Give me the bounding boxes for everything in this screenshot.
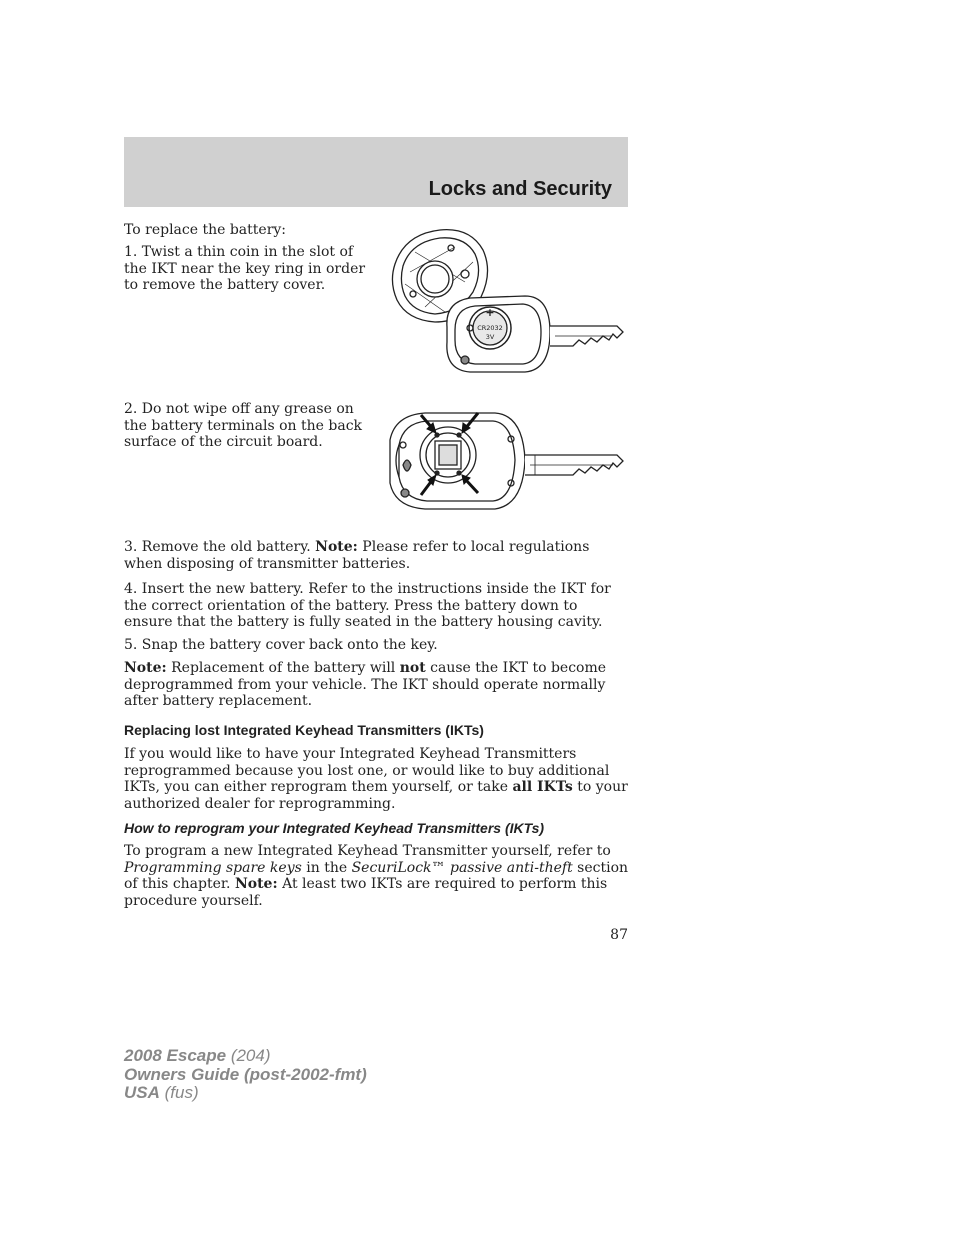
- section-2-text-4: At least two IKTs are required to perform this procedure yourself.: [124, 876, 608, 909]
- battery-model-label: CR2032: [477, 324, 503, 332]
- section-2-text-2: in the: [301, 859, 352, 876]
- footer-line-2: Owners Guide (post-2002-fmt): [124, 1064, 367, 1084]
- step-1-text: 1. Twist a thin coin in the slot of the IKT near the key ring in order to remove the battery cover.: [124, 244, 366, 293]
- circuit-board-terminals-illustration: [385, 405, 630, 517]
- section-1-text-1: If you would like to have your Integrated Keyhead Transmitters reprogrammed because you lost one, or would like to buy additional IKTs, you can either reprogram them yourself, or take: [124, 746, 610, 795]
- battery-voltage-label: 3V: [485, 333, 495, 341]
- step-4-text: 4. Insert the new battery. Refer to the instructions inside the IKT for the correct orientation of the battery. Press the battery down to ensure that the battery is fully seated in the battery housing cavity.: [124, 581, 611, 630]
- note-paragraph: [124, 660, 630, 710]
- step-2-text: 2. Do not wipe off any grease on the battery terminals on the back surface of the circuit board.: [124, 401, 363, 450]
- section-2-paragraph: [124, 843, 630, 909]
- footer-block: [124, 1047, 367, 1103]
- footer-market: USA: [124, 1083, 160, 1102]
- footer-line-3: [124, 1084, 367, 1103]
- section-2-note-label: Note:: [234, 876, 278, 892]
- step-3-body: 3. Remove the old battery.: [124, 539, 316, 555]
- section-1-paragraph: [124, 746, 630, 812]
- intro-text: To replace the battery:: [124, 222, 287, 238]
- note-label: Note:: [124, 660, 167, 676]
- section-2-italic-1: Programming spare keys: [124, 859, 302, 876]
- footer-model-code: (204): [226, 1046, 271, 1065]
- page-number: 87: [610, 927, 628, 943]
- key-battery-cover-illustration: [385, 222, 630, 377]
- step-3-note-label: Note:: [315, 539, 358, 555]
- section-1-text-2: to your authorized dealer for reprogramming.: [124, 779, 628, 812]
- note-bold: not: [399, 660, 426, 676]
- footer-market-code: (fus): [159, 1083, 199, 1102]
- section-header: [124, 137, 628, 207]
- section-2-text-1: To program a new Integrated Keyhead Transmitter yourself, refer to: [124, 843, 611, 859]
- footer-line-1: [124, 1047, 367, 1066]
- section-title: Locks and Security: [428, 178, 612, 200]
- step-5-text: 5. Snap the battery cover back onto the key.: [124, 637, 438, 653]
- section-1-bold: all IKTs: [512, 779, 573, 795]
- step-3-text: [124, 539, 630, 572]
- footer-model: 2008 Escape: [124, 1046, 227, 1065]
- section-1-heading: Replacing lost Integrated Keyhead Transmitters (IKTs): [124, 722, 484, 738]
- section-2-italic-2: SecuriLock™ passive anti-theft: [351, 859, 573, 876]
- note-text-1: Replacement of the battery will: [166, 660, 400, 676]
- section-2-text-3: section of this chapter.: [124, 859, 629, 892]
- battery-plus-sign: +: [485, 306, 495, 319]
- section-2-heading: How to reprogram your Integrated Keyhead Transmitters (IKTs): [124, 820, 545, 836]
- note-text-2: cause the IKT to become deprogrammed from your vehicle. The IKT should operate normally after battery replacement.: [124, 660, 607, 709]
- step-3-note-text: Please refer to local regulations when disposing of transmitter batteries.: [124, 539, 590, 572]
